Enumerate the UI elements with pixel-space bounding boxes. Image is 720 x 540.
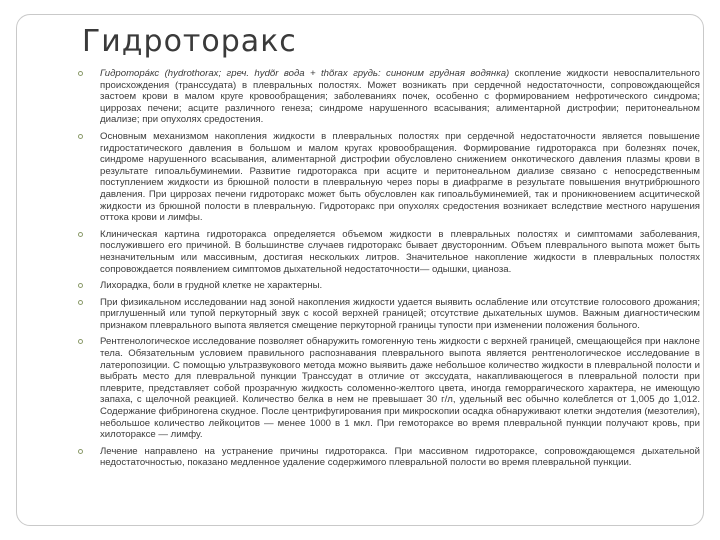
bullet-text: Клиническая картина гидроторакса определяется объемом жидкости в плевральных полостях и симптомами заболевания, послужившего его причиной. В большинстве случаев гидроторакс бывает двусторонним. Объем плеврального выпота может быть незначительным или массивным, достигая нескольких литров. Значительное накопление жидкости в плевральных полостях сопровождается появлением симптомов дыхательной недостаточности— одышки, цианоза. — [100, 228, 700, 275]
bullet-item-physical-exam — [78, 297, 700, 332]
bullet-text: Лечение направлено на устранение причины гидроторакса. При массивном гидротораксе, сопровождающемся дыхательной недостаточностью, показано медленное удаление содержимого плевральной полости во время плевральной пункции. — [100, 445, 700, 469]
bullet-text: Лихорадка, боли в грудной клетке не характерны. — [100, 280, 323, 292]
bullet-marker — [78, 232, 83, 237]
slide-title: Гидроторакс — [82, 24, 297, 59]
bullet-item-mechanism — [78, 131, 700, 224]
bullet-item-clinical-picture — [78, 229, 700, 275]
bullet-list — [78, 68, 700, 474]
bullet-item-definition — [78, 68, 700, 126]
bullet-marker — [78, 71, 83, 76]
bullet-text: Основным механизмом накопления жидкости в плевральных полостях при сердечной недостаточности является повышение гидростатического давления в большом и малом кругах кровообращения. Формирование гидроторакса при болезнях почек, синдроме нарушенного всасывания, алиментарной дистрофии обусловлено снижением онкотического давления плазмы крови в результате гипоальбуминемии. Развитие гидроторакса при асците и перитонеальном диализе связано с непосредственным поступлением жидкости из брюшной полости в плевральную через поры в диафрагме в результате повышения внутрибрюшного давления. При циррозах печени гидроторакс может быть обусловлен как гипоальбуминемией, так и проникновением асцитической жидкости из брюшной полости в плевральную. Гидроторакс при опухолях средостения возникает вследствие местного нарушения оттока крови и лимфы. — [100, 130, 700, 224]
bullet-item-treatment — [78, 446, 700, 469]
bullet-text: Рентгенологическое исследование позволяет обнаружить гомогенную тень жидкости с верхней границей, смещающейся при наклоне тела. Обязательным условием правильного распознавания плеврального выпота является рентгенологическое исследование в латеропозиции. С помощью ультразвукового метода можно выявить даже небольшое количество жидкости в плевральной полости и выбрать место для плевральной пункции Транссудат в отличие от экссудата, накапливающегося в плевральной полости при плеврите, представляет собой прозрачную жидкость соломенно-желтого цвета, иногда геморрагического характера, не имеющую запаха, с щелочной реакцией. Количество белка в нем не превышает 30 г/л, удельный вес обычно колеблется от 1,005 до 1,012. Содержание фибриногена скудное. После центрифугирования при микроскопии осадка обнаруживают клетки эндотелия (мезотелия), небольшое количество лейкоцитов — менее 1000 в 1 мкл. При гемотораксе во время плевральной пункции получают кровь, при хилотораксе — лимфу. — [100, 336, 700, 441]
bullet-marker — [78, 283, 83, 288]
term-definition-lead: Гидроторáкс (hydrothorax; греч. hydõr вода + thõrax грудь: синоним грудная водянка) — [100, 68, 510, 79]
bullet-text: При физикальном исследовании над зоной накопления жидкости удается выявить ослабление или отсутствие голосового дрожания; приглушенный или тупой перкуторный звук с косой верхней границей; отсутствие дыхательных шумов. Важным диагностическим признаком плеврального выпота является смещение перкуторной границы тупости при изменении положения больного. — [100, 296, 700, 331]
bullet-item-symptoms — [78, 280, 700, 292]
bullet-marker — [78, 300, 83, 305]
bullet-marker — [78, 449, 83, 454]
bullet-marker — [78, 134, 83, 139]
bullet-marker — [78, 339, 83, 344]
bullet-text: скопление жидкости невоспалительного происхождения (транссудата) в плевральных полостях. Может возникать при сердечной недостаточности, сопровождающейся застоем крови в малом круге кровообращения; заболеваниях почек, особенно с формированием нефротического синдрома; циррозах печени; асците различного генеза; синдроме нарушенного всасывания; алиментарной дистрофии; перитонеальном диализе; при опухолях средостения. — [100, 68, 700, 126]
bullet-item-radiology — [78, 336, 700, 440]
